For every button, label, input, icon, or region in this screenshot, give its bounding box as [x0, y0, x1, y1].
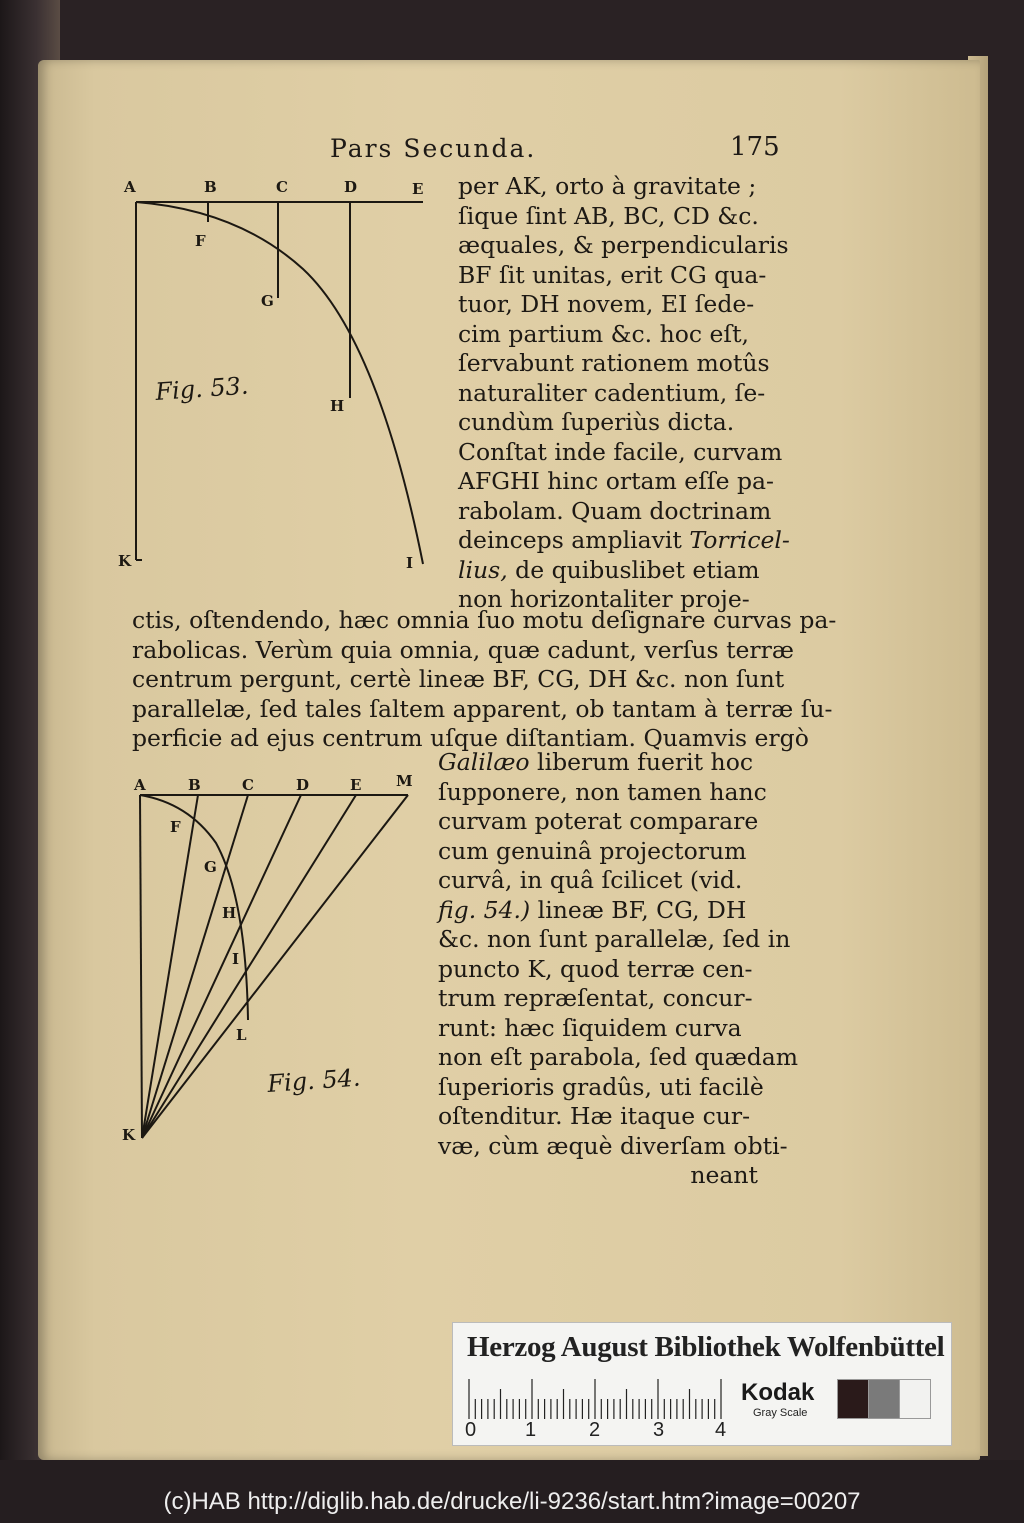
text-line [438, 748, 768, 778]
text-line: puncto K, quod terræ cen- [438, 954, 753, 983]
scale-ruler [465, 1375, 727, 1419]
text-fragment: deinceps ampliavit [458, 526, 682, 554]
text-line: parallelæ, ſed tales ſaltem apparent, ob tantam à terræ ſu- [132, 694, 833, 723]
ruler-number: 3 [653, 1419, 665, 1441]
fig54-label-h: H [222, 904, 237, 922]
fig54-caption: Fig. 54. [266, 1063, 362, 1098]
italic-figref: fig. 54.) [438, 895, 531, 924]
text-line: ſique ſint AB, BC, CD &c. [458, 201, 759, 230]
text-line: oſtenditur. Hæ itaque cur- [438, 1102, 751, 1130]
text-line: rabolicas. Verùm quia omnia, quæ cadunt, verſus terræ [132, 635, 794, 664]
fig53-label-g: G [261, 292, 274, 310]
text-line: non horizontaliter proje- [458, 585, 750, 613]
text-line: centrum pergunt, certè lineæ BF, CG, DH &c. non ſunt [132, 665, 785, 693]
text-line: cim partium &c. hoc eſt, [458, 319, 750, 348]
text-line: curvâ, in quâ ſcilicet (vid. [438, 866, 743, 894]
text-fragment: liberum fuerit hoc [529, 748, 754, 776]
text-line: ſupponere, non tamen hanc [438, 777, 767, 806]
running-head: Pars Secunda. [330, 134, 537, 163]
fig54-label-e: E [350, 776, 362, 794]
fig53-label-d: D [344, 178, 358, 196]
text-block-3 [438, 748, 799, 1191]
text-line: AFGHI hinc ortam eſſe pa- [458, 467, 774, 495]
text-line [458, 526, 790, 556]
kodak-logo: Kodak [741, 1379, 815, 1406]
text-line: per AK, orto à gravitate ; [458, 172, 757, 200]
fig53-label-i: I [406, 554, 414, 572]
fig54-label-g: G [204, 858, 217, 876]
text-line: perficie ad ejus centrum uſque diſtantiam. Quamvis ergò [132, 724, 809, 752]
catchword: neant [690, 1161, 758, 1189]
gray-swatch-dark [837, 1379, 869, 1419]
figure-53 [118, 174, 438, 574]
fig54-label-b: B [188, 776, 201, 794]
fig53-label-a: A [124, 178, 136, 196]
text-line: tuor, DH novem, EI ſede- [458, 290, 755, 318]
text-line: BF ſit unitas, erit CG qua- [458, 260, 767, 289]
text-line: cundùm ſuperiùs dicta. [458, 408, 735, 436]
fig53-label-f: F [195, 232, 206, 250]
fig54-label-f: F [170, 818, 181, 836]
ruler-number: 0 [465, 1419, 477, 1441]
text-line [438, 896, 768, 926]
gray-swatch-mid [868, 1379, 900, 1419]
italic-name: lius, [458, 555, 508, 584]
ruler-number: 4 [715, 1419, 727, 1441]
ruler-number: 1 [525, 1419, 537, 1441]
text-line [458, 556, 778, 586]
text-line: cum genuinâ projectorum [438, 836, 747, 865]
text-line: curvam poterat comparare [438, 807, 759, 835]
fig53-label-e: E [412, 180, 424, 198]
fig54-label-d: D [296, 776, 310, 794]
text-line: æquales, & perpendicularis [458, 231, 789, 259]
figure-54 [118, 768, 428, 1148]
fig53-label-h: H [330, 397, 345, 415]
gray-scale-label: Gray Scale [753, 1407, 808, 1419]
ruler-number: 2 [589, 1419, 601, 1441]
fig53-label-b: B [204, 178, 217, 196]
fig54-label-m: M [396, 772, 413, 790]
fig54-label-i: I [232, 950, 240, 968]
fig54-label-k: K [122, 1126, 136, 1144]
text-fragment: lineæ BF, CG, DH [530, 895, 747, 924]
text-fragment: de quibuslibet etiam [507, 555, 760, 584]
fig53-caption: Fig. 53. [154, 371, 250, 406]
text-line: runt: hæc ſiquidem curva [438, 1013, 742, 1042]
fig54-label-c: C [242, 776, 254, 794]
text-line: Conſtat inde facile, curvam [458, 437, 783, 466]
text-line: non eſt parabola, ſed quædam [438, 1043, 799, 1071]
italic-name: Galilæo [438, 748, 530, 776]
fig54-label-l: L [236, 1026, 247, 1044]
text-line: naturaliter cadentium, ſe- [458, 378, 766, 407]
text-block-1 [458, 172, 790, 615]
text-line: ctis, oſtendendo, hæc omnia ſuo motu deſignare curvas pa- [132, 606, 837, 634]
text-line: trum repræſentat, concur- [438, 984, 753, 1012]
italic-name: Torricel- [689, 526, 790, 554]
fig54-label-a: A [134, 776, 146, 794]
text-line: &c. non ſunt parallelæ, ſed in [438, 925, 791, 953]
page-number: 175 [730, 132, 780, 162]
text-line: væ, cùm æquè diverſam obti- [438, 1131, 788, 1160]
fig53-label-c: C [276, 178, 288, 196]
text-block-2 [132, 606, 837, 754]
text-line: ſervabunt rationem motûs [458, 349, 770, 377]
text-line: ſuperioris gradûs, uti facilè [438, 1072, 764, 1101]
fig53-label-k: K [118, 552, 132, 570]
library-name: Herzog August Bibliothek Wolfenbüttel [467, 1331, 945, 1363]
gray-swatch-light [899, 1379, 931, 1419]
library-color-card [452, 1322, 952, 1446]
text-line: rabolam. Quam doctrinam [458, 496, 772, 525]
copyright-credit: (c)HAB http://diglib.hab.de/drucke/li-9236/start.htm?image=00207 [163, 1488, 861, 1515]
